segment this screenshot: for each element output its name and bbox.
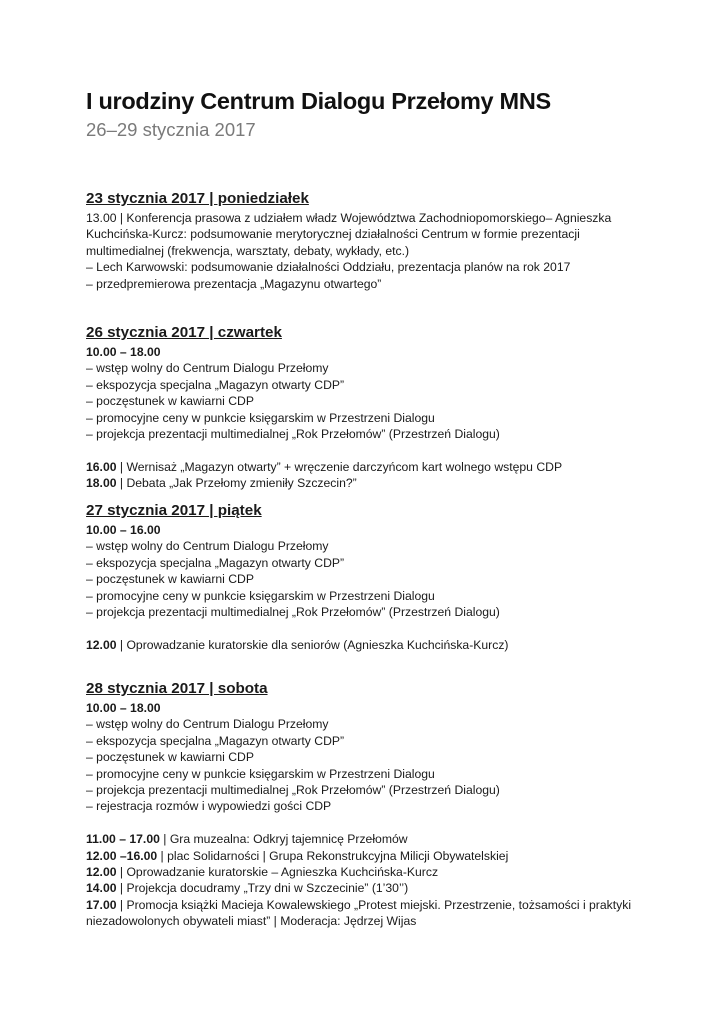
event-time: 17.00 <box>86 897 117 912</box>
event-line: – Lech Karwowski: podsumowanie działalności Oddziału, prezentacja planów na rok 2017 <box>86 260 571 275</box>
list-item: – promocyjne ceny w punkcie księgarskim w Przestrzeni Dialogu <box>86 410 435 425</box>
section-jan-27 <box>86 502 686 653</box>
day-heading: 23 stycznia 2017 | poniedziałek <box>86 190 309 207</box>
event-line-continued: niezadowolonych obywateli miast” | Moderacja: Jędrzej Wijas <box>86 914 417 929</box>
opening-hours: 10.00 – 18.00 <box>86 345 161 359</box>
event-line: Kuchcińska-Kurcz: podsumowanie merytorycznej działalności Centrum w formie prezentacji <box>86 227 580 242</box>
document-subtitle: 26–29 stycznia 2017 <box>86 119 256 140</box>
list-item: – promocyjne ceny w punkcie księgarskim w Przestrzeni Dialogu <box>86 766 435 781</box>
event-time: 14.00 <box>86 881 117 896</box>
event-text: | Oprowadzanie kuratorskie – Agnieszka Kuchcińska-Kurcz <box>116 865 439 880</box>
section-jan-23 <box>86 190 686 292</box>
event-time: 12.00 <box>86 637 117 652</box>
event-text: | Debata „Jak Przełomy zmieniły Szczecin?” <box>116 476 357 491</box>
list-item: – ekspozycja specjalna „Magazyn otwarty CDP” <box>86 377 345 392</box>
opening-hours: 10.00 – 16.00 <box>86 523 161 537</box>
list-item: – ekspozycja specjalna „Magazyn otwarty CDP” <box>86 555 345 570</box>
event-line <box>86 637 686 653</box>
list-item: – projekcja prezentacji multimedialnej „Rok Przełomów” (Przestrzeń Dialogu) <box>86 605 500 620</box>
list-item: – rejestracja rozmów i wypowiedzi gości CDP <box>86 799 332 814</box>
event-line: 13.00 | Konferencja prasowa z udziałem władz Województwa Zachodniopomorskiego– Agnieszka <box>86 211 612 225</box>
event-text: | Wernisaż „Magazyn otwarty” + wręczenie darczyńcom kart wolnego wstępu CDP <box>116 459 563 474</box>
event-time: 16.00 <box>86 459 117 474</box>
event-text: | plac Solidarności | Grupa Rekonstrukcyjna Milicji Obywatelskiej <box>157 848 509 863</box>
event-time: 12.00 –16.00 <box>86 848 158 863</box>
document-title: I urodziny Centrum Dialogu Przełomy MNS <box>86 88 551 114</box>
event-text: | Promocja książki Macieja Kowalewskiego „Protest miejski. Przestrzenie, tożsamości i praktyki <box>116 897 632 912</box>
event-text: | Gra muzealna: Odkryj tajemnicę Przełomów <box>159 832 408 847</box>
event-text: | Oprowadzanie kuratorskie dla seniorów (Agnieszka Kuchcińska-Kurcz) <box>116 637 509 652</box>
day-heading: 28 stycznia 2017 | sobota <box>86 680 268 697</box>
list-item: – projekcja prezentacji multimedialnej „Rok Przełomów” (Przestrzeń Dialogu) <box>86 427 500 442</box>
list-item: – poczęstunek w kawiarni CDP <box>86 572 254 587</box>
day-heading: 27 stycznia 2017 | piątek <box>86 502 262 519</box>
list-item: – wstęp wolny do Centrum Dialogu Przełomy <box>86 361 329 376</box>
event-line <box>86 831 686 847</box>
list-item: – wstęp wolny do Centrum Dialogu Przełomy <box>86 539 329 554</box>
list-item: – poczęstunek w kawiarni CDP <box>86 394 254 409</box>
section-jan-26 <box>86 324 686 492</box>
event-line <box>86 475 686 491</box>
event-time: 12.00 <box>86 865 117 880</box>
event-time: 18.00 <box>86 476 117 491</box>
list-item: – poczęstunek w kawiarni CDP <box>86 750 254 765</box>
event-line: – przedpremierowa prezentacja „Magazynu otwartego” <box>86 276 382 291</box>
event-line <box>86 848 686 864</box>
event-line <box>86 864 686 880</box>
event-line <box>86 897 686 913</box>
event-line: multimedialnej (frekwencja, warsztaty, debaty, wykłady, etc.) <box>86 243 410 258</box>
list-item: – ekspozycja specjalna „Magazyn otwarty CDP” <box>86 733 345 748</box>
event-line <box>86 880 686 896</box>
opening-hours: 10.00 – 18.00 <box>86 701 161 715</box>
event-text: | Projekcja docudramy „Trzy dni w Szczecinie” (1’30’’) <box>116 881 409 896</box>
list-item: – promocyjne ceny w punkcie księgarskim w Przestrzeni Dialogu <box>86 588 435 603</box>
day-heading: 26 stycznia 2017 | czwartek <box>86 324 282 341</box>
event-time: 11.00 – 17.00 <box>86 832 160 847</box>
section-jan-28 <box>86 680 686 930</box>
list-item: – projekcja prezentacji multimedialnej „Rok Przełomów” (Przestrzeń Dialogu) <box>86 783 500 798</box>
list-item: – wstęp wolny do Centrum Dialogu Przełomy <box>86 717 329 732</box>
event-line <box>86 459 686 475</box>
